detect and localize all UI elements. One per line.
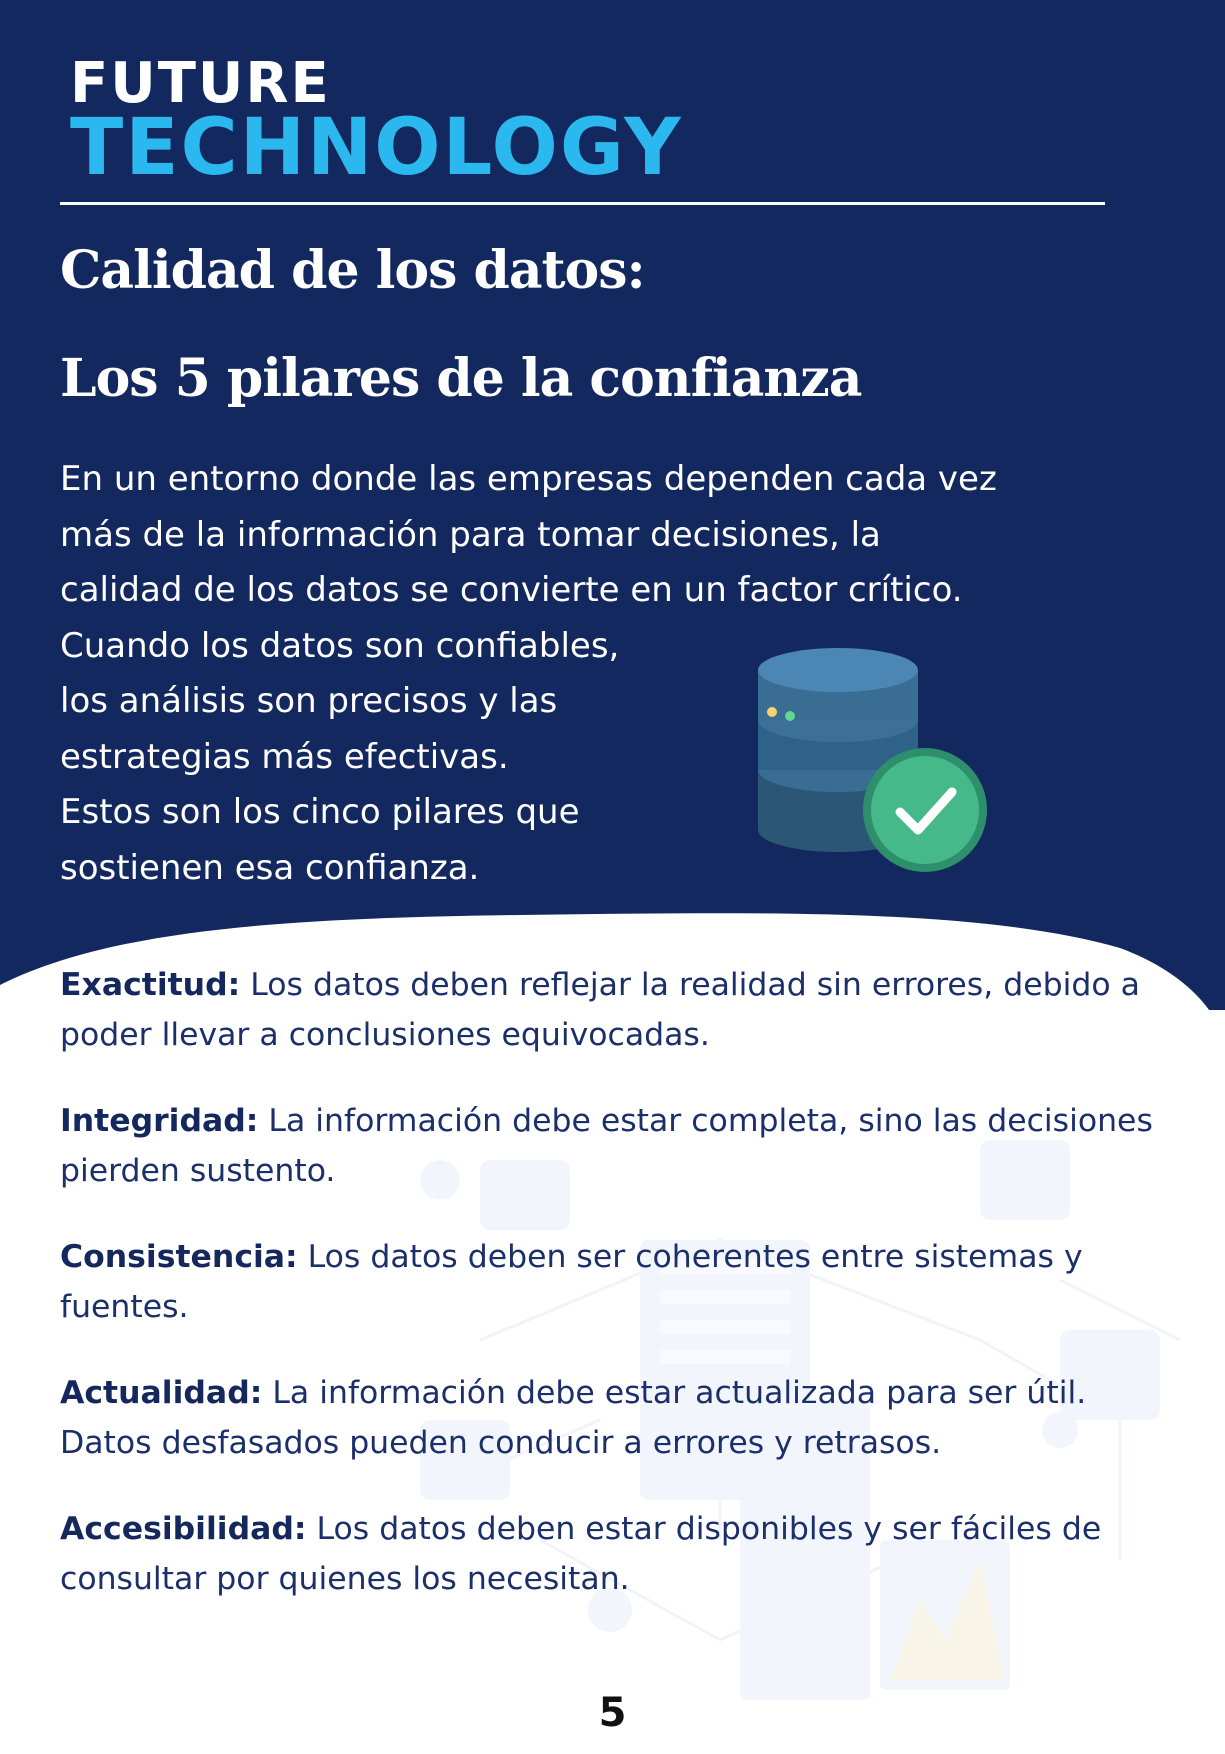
pillar-text: Los datos deben reflejar la realidad sin errores, debido a poder llevar a conclusiones equivocadas. [60,967,1140,1053]
pillar-exactitud [60,960,1180,1060]
pillar-text: Los datos deben ser coherentes entre sistemas y fuentes. [60,1239,1083,1325]
pillar-name: Actualidad: [60,1375,263,1411]
intro-line: estrategias más efectivas. [60,736,509,777]
intro-line: calidad de los datos se convierte en un factor crítico. [60,570,963,610]
pillar-name: Exactitud: [60,967,241,1003]
pillar-actualidad [60,1368,1180,1468]
pillar-text: La información debe estar actualizada para ser útil. Datos desfasados pueden conducir a errores y retrasos. [60,1375,1087,1461]
pillar-accesibilidad [60,1504,1180,1604]
intro-line: En un entorno donde las empresas dependen cada vez [60,459,997,499]
page-number: 5 [598,1690,627,1736]
pillar-name: Consistencia: [60,1239,298,1275]
page-subtitle: Los 5 pilares de la confianza [60,348,862,409]
database-check-icon [750,640,1000,880]
pillars-list [60,960,1180,1640]
pillar-name: Integridad: [60,1103,259,1139]
intro-line: Estos son los cinco pilares que [60,792,580,832]
intro-line: los análisis son precisos y las [60,681,558,721]
pillar-consistencia [60,1232,1180,1332]
intro-line: sostienen esa confianza. [60,847,480,888]
pillar-name: Accesibilidad: [60,1511,307,1547]
header-divider [60,202,1105,205]
brand-line-technology: TECHNOLOGY [70,103,683,193]
intro-line: Cuando los datos son confiables, [60,625,620,666]
brand-logo [70,51,683,193]
intro-line: más de la información para tomar decisiones, la [60,514,881,555]
pillar-text: La información debe estar completa, sino las decisiones pierden sustento. [60,1103,1153,1189]
pillar-integridad [60,1096,1180,1196]
pillar-text: Los datos deben estar disponibles y ser fáciles de consultar por quienes los necesitan. [60,1511,1102,1597]
brand-line-future: FUTURE [70,51,331,116]
page-title: Calidad de los datos: [60,240,645,301]
